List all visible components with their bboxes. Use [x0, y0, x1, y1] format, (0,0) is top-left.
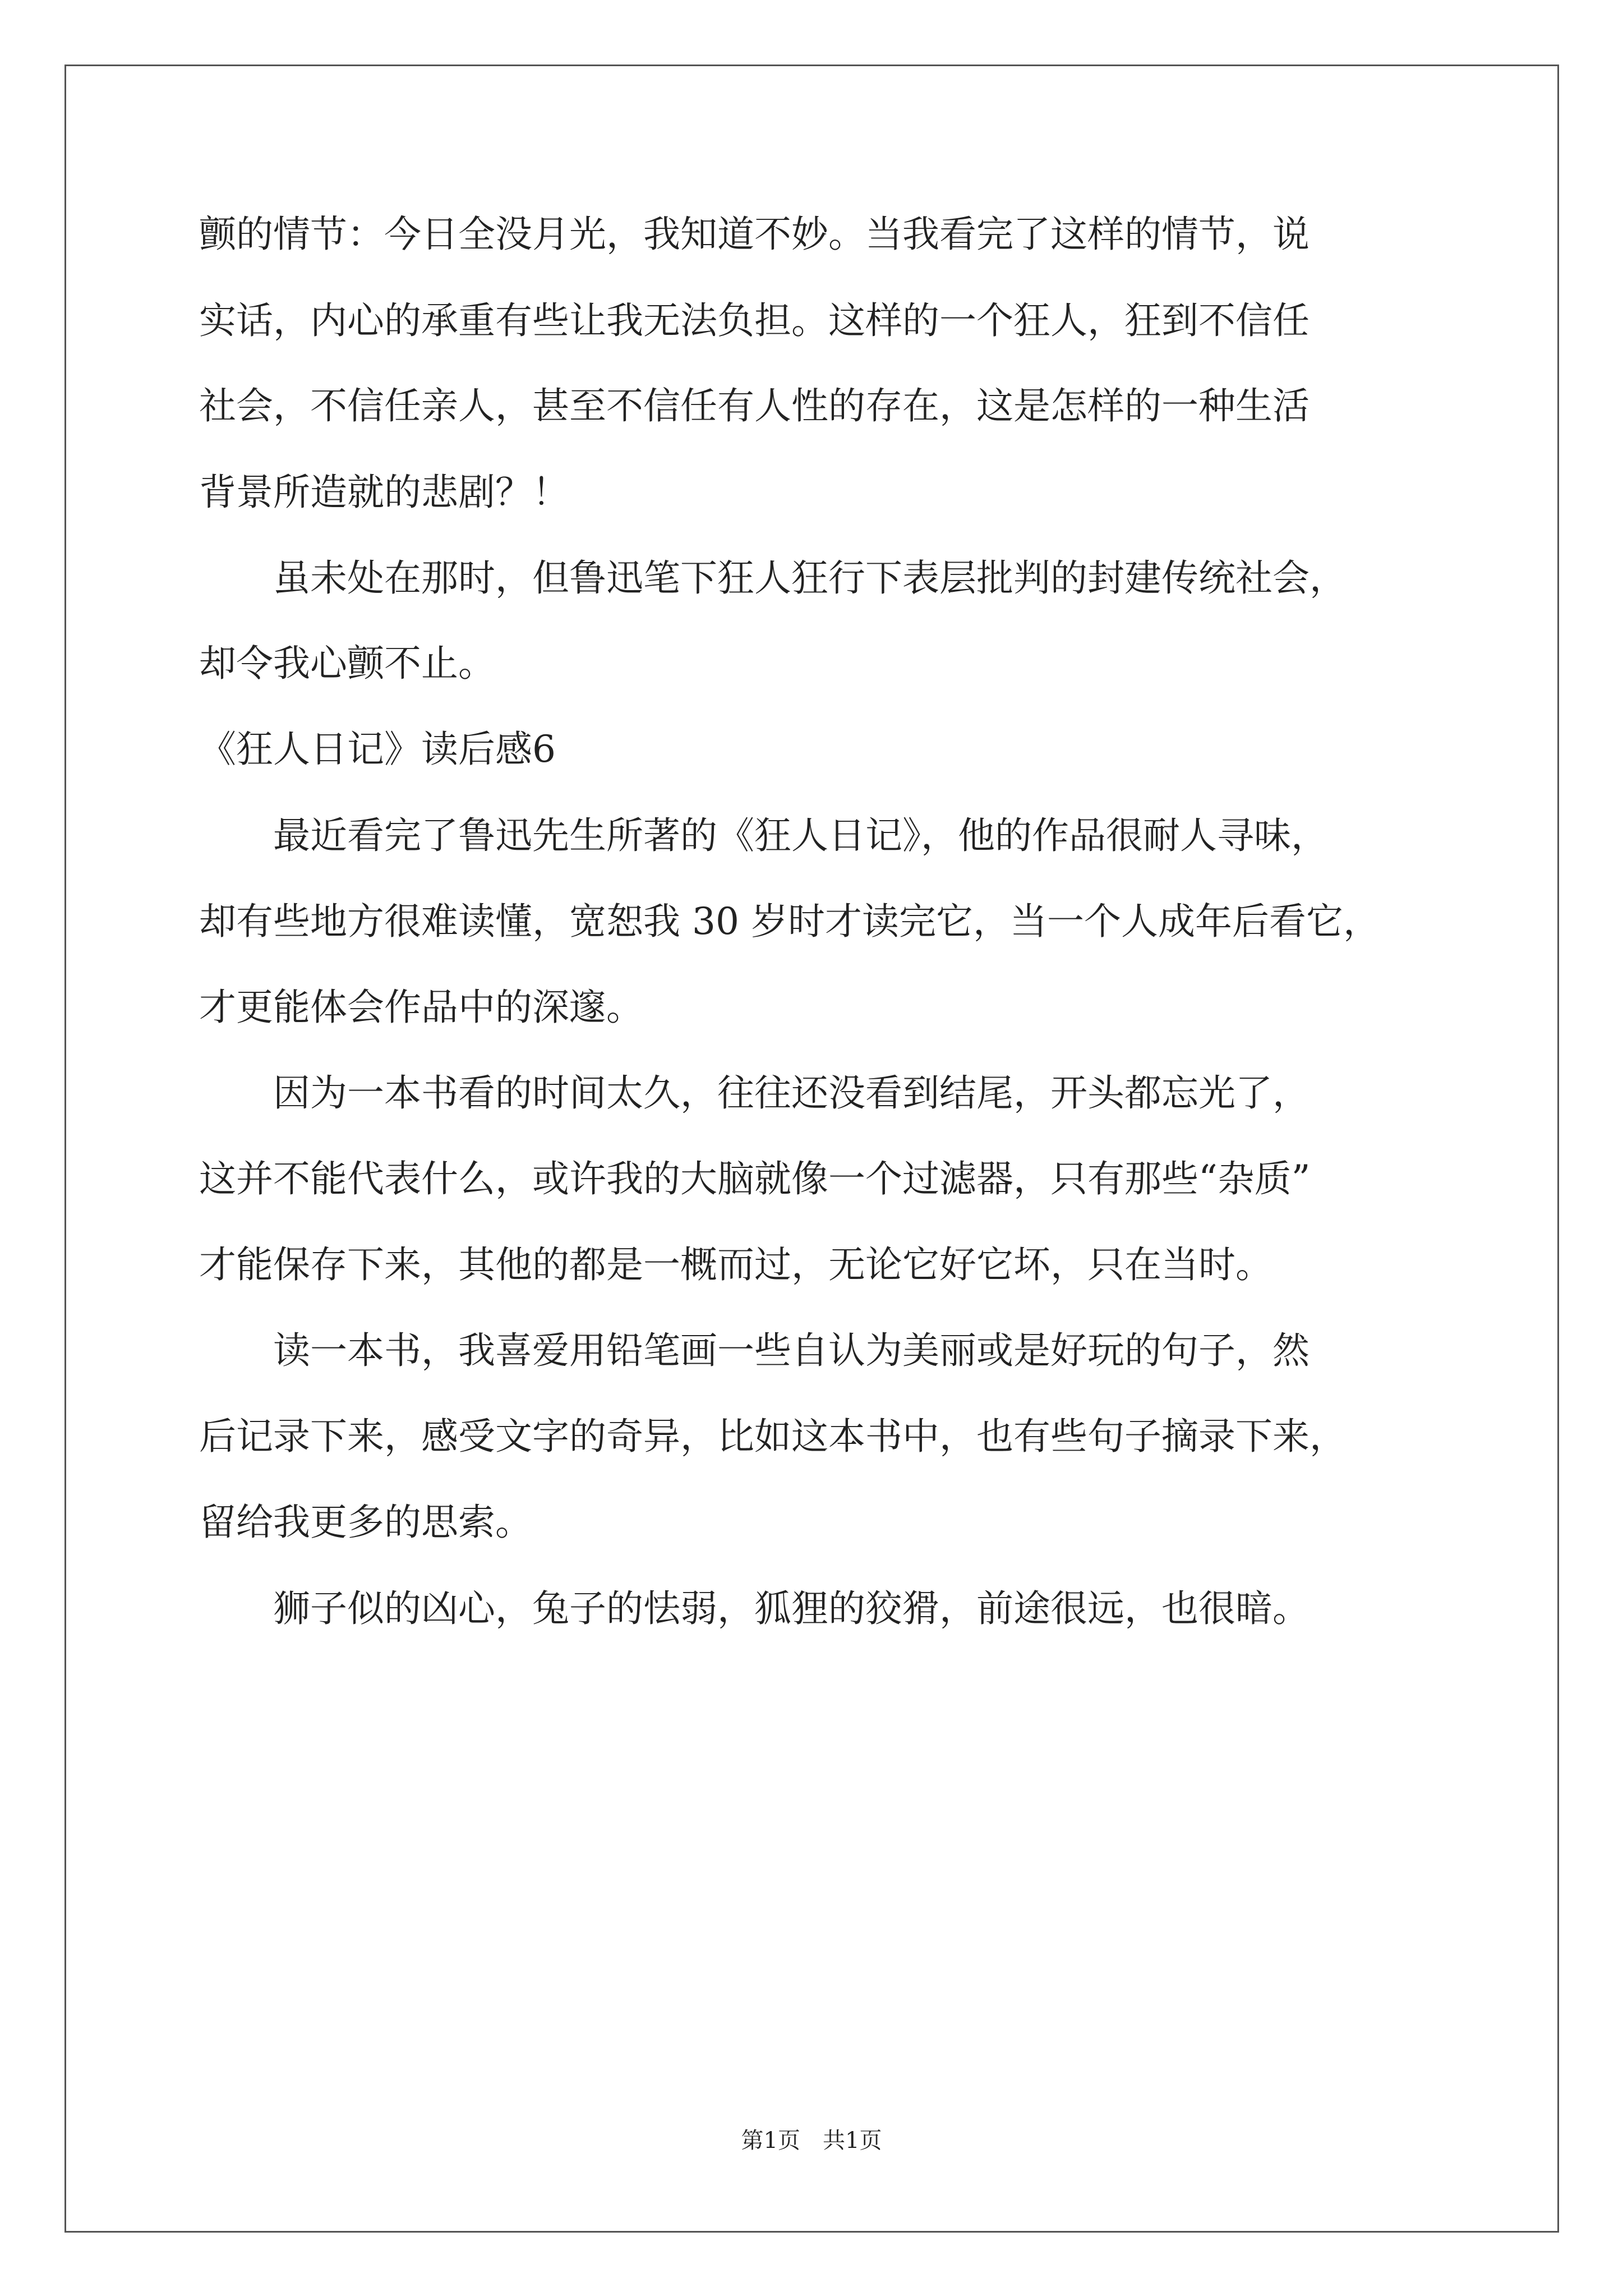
page-footer: 第1页 共1页: [741, 2128, 882, 2154]
text-line: 背景所造就的悲剧？！: [199, 471, 569, 514]
section-heading: 《狂人日记》读后感6: [199, 728, 556, 771]
text-line: 虽未处在那时，但鲁迅笔下狂人狂行下表层批判的封建传统社会，: [199, 556, 1347, 600]
text-line: 才更能体会作品中的深邃。: [199, 986, 643, 1029]
text-line: 才能保存下来，其他的都是一概而过，无论它好它坏，只在当时。: [199, 1243, 1272, 1286]
text-line: 最近看完了鲁迅先生所著的《狂人日记》，他的作品很耐人寻味，: [199, 814, 1328, 857]
text-line: 狮子似的凶心，兔子的怯弱，狐狸的狡猾，前途很远，也很暗。: [199, 1587, 1310, 1630]
text-line: 社会，不信任亲人，甚至不信任有人性的存在，这是怎样的一种生活: [199, 384, 1310, 427]
text-line: 却有些地方很难读懂，宽恕我 30 岁时才读完它，当一个人成年后看它，: [199, 900, 1380, 943]
text-line: 却令我心颤不止。: [199, 642, 495, 685]
text-line: 这并不能代表什么，或许我的大脑就像一个过滤器，只有那些“杂质”: [199, 1157, 1311, 1200]
text-line: 实话，内心的承重有些让我无法负担。这样的一个狂人，狂到不信任: [199, 299, 1310, 342]
text-line: 读一本书，我喜爱用铅笔画一些自认为美丽或是好玩的句子，然: [199, 1329, 1310, 1372]
text-line: 因为一本书看的时间太久，往往还没看到结尾，开头都忘光了，: [199, 1071, 1310, 1115]
text-line: 后记录下来，感受文字的奇异，比如这本书中，也有些句子摘录下来，: [199, 1415, 1347, 1458]
text-line: 留给我更多的思索。: [199, 1501, 532, 1544]
text-line: 颤的情节：今日全没月光，我知道不妙。当我看完了这样的情节，说: [199, 213, 1310, 256]
